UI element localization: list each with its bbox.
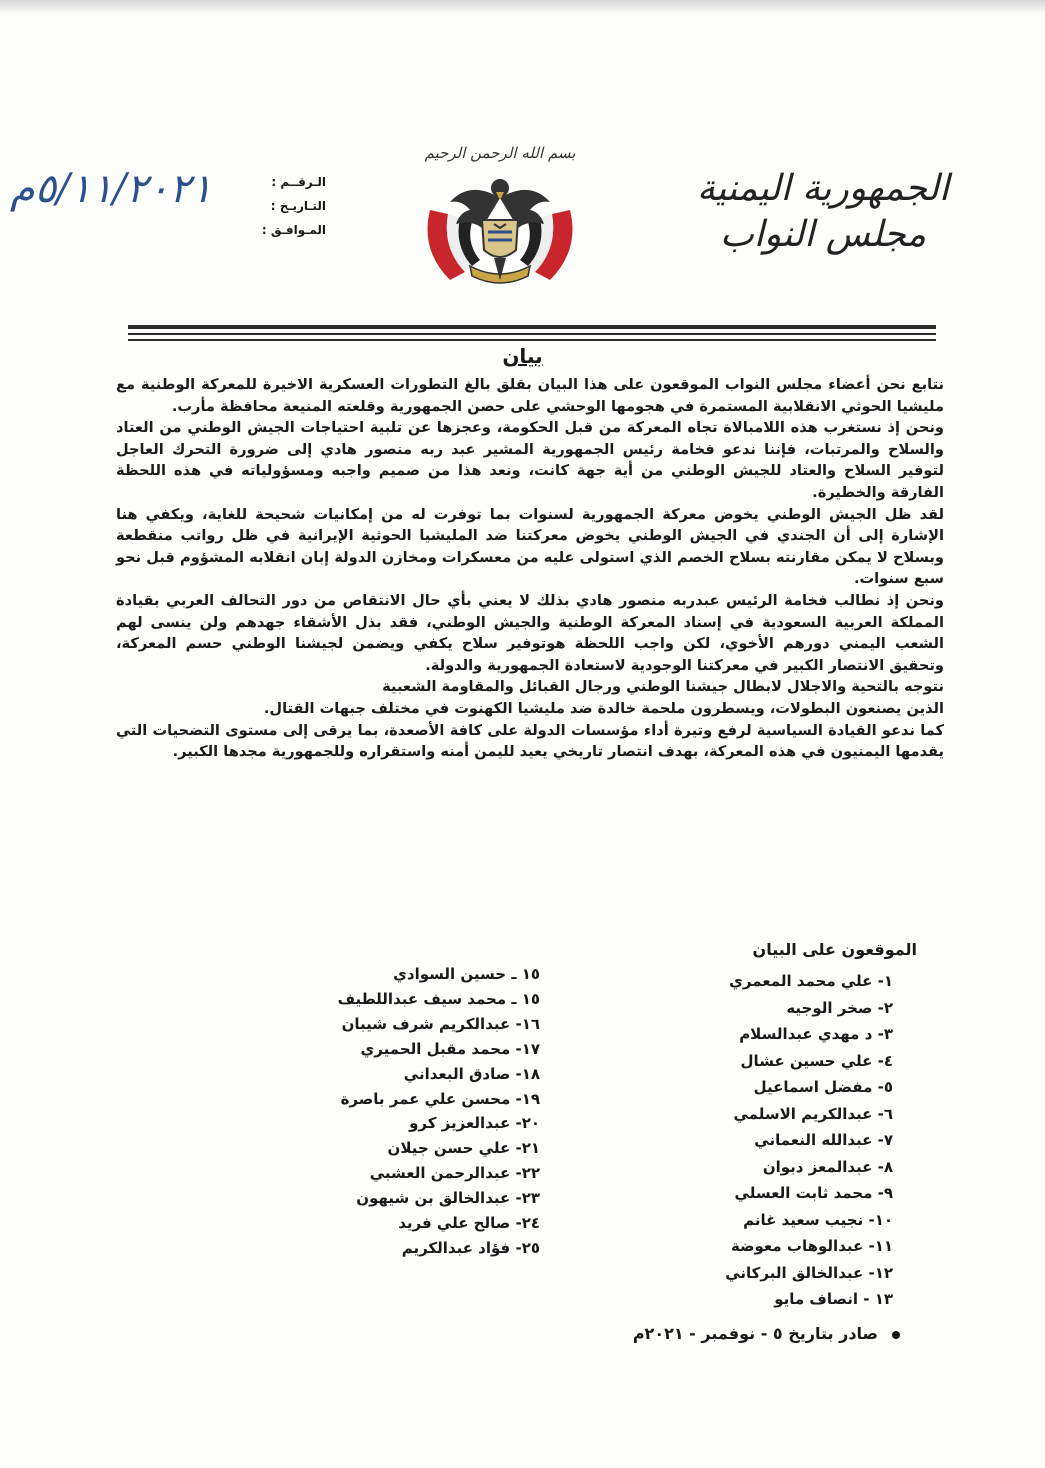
org-line-1: الجمهورية اليمنية	[696, 168, 950, 209]
paragraph: نتابع نحن أعضاء مجلس النواب الموقعون على هذا البيان بقلق بالغ التطورات العسكرية الاخيرة للمعركة الوطنية مع مليشيا الحوثي الانقلابية المستمرة في هجومها الوحشي على حصن الجمهورية وقلعته المنيعة محافظة مأرب.	[116, 376, 944, 415]
signer-item: ٢٥- فؤاد عبدالكريم	[401, 1238, 540, 1257]
organization-name	[693, 166, 953, 258]
paragraph: كما ندعو القيادة السياسية لرفع وتيرة أداء مؤسسات الدولة على كافة الأصعدة، بما يرقى إلى مستوى التضحيات التي يقدمها اليمنيون في هذه المعركة، بهدف انتصار تاريخي يعيد لليمن أمنه واستقراره وللجمهورية مجدها الكبير.	[116, 721, 944, 761]
signer-item: ٢١- علي حسن جيلان	[387, 1139, 540, 1158]
signer-item: ١٧- محمد مقبل الحميري	[360, 1039, 540, 1058]
signer-item: ٣- د مهدي عبدالسلام	[739, 1025, 893, 1043]
org-line-2: مجلس النواب	[719, 214, 927, 255]
paragraph: ونحن إذ نستغرب هذه اللامبالاة تجاه المعركة من قبل الحكومة، وعجزها عن تلبية احتياجات الجيش الوطني من العتاد والسلاح والمرتبات، فإننا ندعو فخامة رئيس الجمهورية المشير عبد ربه منصور هادي إلى ضرورة التحرك العاجل لتوفير السلاح والعتاد للجيش الوطني من أية جهة كانت، ونعد هذا من صميم واجبه ومسؤولياته في هذه اللحظة الفارقة والخطيرة.	[116, 419, 944, 501]
ref-corresponding-label: المـوافـق :	[261, 223, 326, 237]
header-rule-thick	[128, 325, 936, 329]
signer-item: ١٢- عبدالخالق البركاني	[725, 1263, 893, 1282]
signer-item: ١٥ ـ محمد سيف عبداللطيف	[337, 989, 540, 1008]
ref-date-label: التـاريـخ :	[270, 199, 326, 213]
issued-date-line	[540, 1324, 900, 1343]
header-rule-thin	[128, 333, 936, 335]
signers-list-right	[653, 968, 893, 1313]
signer-item: ٦- عبدالكريم الاسلمي	[733, 1104, 893, 1123]
signer-item: ٨- عبدالمعز دبوان	[762, 1157, 893, 1176]
signer-item: ٢- صخر الوجيه	[786, 998, 893, 1017]
bullet-icon	[892, 1331, 900, 1339]
signer-item: ٢٣- عبدالخالق بن شيهون	[356, 1189, 540, 1208]
signer-item: ٢٢- عبدالرحمن العشبي	[369, 1164, 540, 1183]
signer-item: ١- علي محمد المعمري	[729, 972, 893, 990]
signer-item: ٩- محمد ثابت العسلي	[734, 1184, 893, 1202]
basmala: بسم الله الرحمن الرحيم	[424, 144, 576, 162]
paragraph: ونحن إذ نطالب فخامة الرئيس عبدربه منصور هادي بذلك لا يعني بأي حال الانتقاص من دور التحالف العربي بقيادة المملكة العربية السعودية في إسناد المعركة الوطنية والجيش الوطني، فقد بذل الأشقاء جهدهم ولن ينسى لهم الشعب اليمني دورهم الأخوي، لكن واجب اللحظة هوتوفير سلاح يكفي ويضمن لجيشنا الوطني حسم المعركة، وتحقيق الانتصار الكبير في معركتنا الوجودية لاستعادة الجمهورية والدولة.	[116, 591, 944, 674]
signer-item: ٥- مفضل اسماعيل	[753, 1078, 893, 1096]
signer-item: ٤- علي حسين عشال	[740, 1051, 893, 1070]
signer-item: ١٦- عبدالكريم شرف شيبان	[341, 1014, 540, 1033]
signer-item: ٢٤- صالح علي فريد	[398, 1214, 540, 1233]
statement-body	[116, 374, 944, 763]
ref-number-label: الـرقــم :	[271, 175, 326, 189]
signer-item: ٧- عبدالله النعماني	[754, 1131, 893, 1149]
issued-date: صادر بتاريخ ٥ - نوفمبر - ٢٠٢١م	[632, 1324, 878, 1343]
reference-block	[216, 170, 326, 242]
document-title: بيان	[502, 344, 543, 368]
signer-item: ١٠- نجيب سعيد غانم	[743, 1210, 893, 1229]
signer-item: ١٩- محسن علي عمر باصرة	[340, 1089, 540, 1108]
scan-edge-shadow	[0, 0, 1045, 14]
paragraph: لقد ظل الجيش الوطني يخوض معركة الجمهورية لسنوات بما توفرت له من إمكانيات شحيحة للغاية، ويكفي هنا الإشارة إلى أن الجندي في الجيش الوطني يخوض معركتنا ضد المليشيا الحوثية الإيرانية في ظل رواتب منقطعة وبسلاح لا يمكن مقارنته بسلاح الخصم الذي استولى عليه من معسكرات ومخازن الدولة إبان انقلابه المشؤوم قبل نحو سبع سنوات.	[116, 505, 944, 588]
eagle-emblem-icon	[410, 140, 590, 310]
signer-item: ١٨- صادق البعداني	[403, 1064, 540, 1083]
signers-list-left	[300, 962, 540, 1261]
signer-item: ١٣ - انصاف مايو	[774, 1290, 893, 1308]
signer-item: ١١- عبدالوهاب معوضة	[730, 1237, 893, 1255]
header-rule-thin-2	[128, 339, 936, 341]
paragraph: الذين يصنعون البطولات، ويسطرون ملحمة خالدة ضد مليشيا الكهنوت في مختلف جبهات القتال.	[263, 699, 944, 717]
handwritten-date: ٥/١١/٢٠٢١م	[10, 166, 213, 212]
signer-item: ٢٠- عبدالعزيز كرو	[409, 1114, 540, 1133]
signers-title: الموقعون على البيان	[752, 940, 917, 959]
signer-item: ١٥ ـ حسين السوادي	[393, 965, 540, 983]
paragraph: نتوجه بالتحية والاجلال لابطال جيشنا الوطني ورجال القبائل والمقاومة الشعبية	[382, 678, 944, 696]
